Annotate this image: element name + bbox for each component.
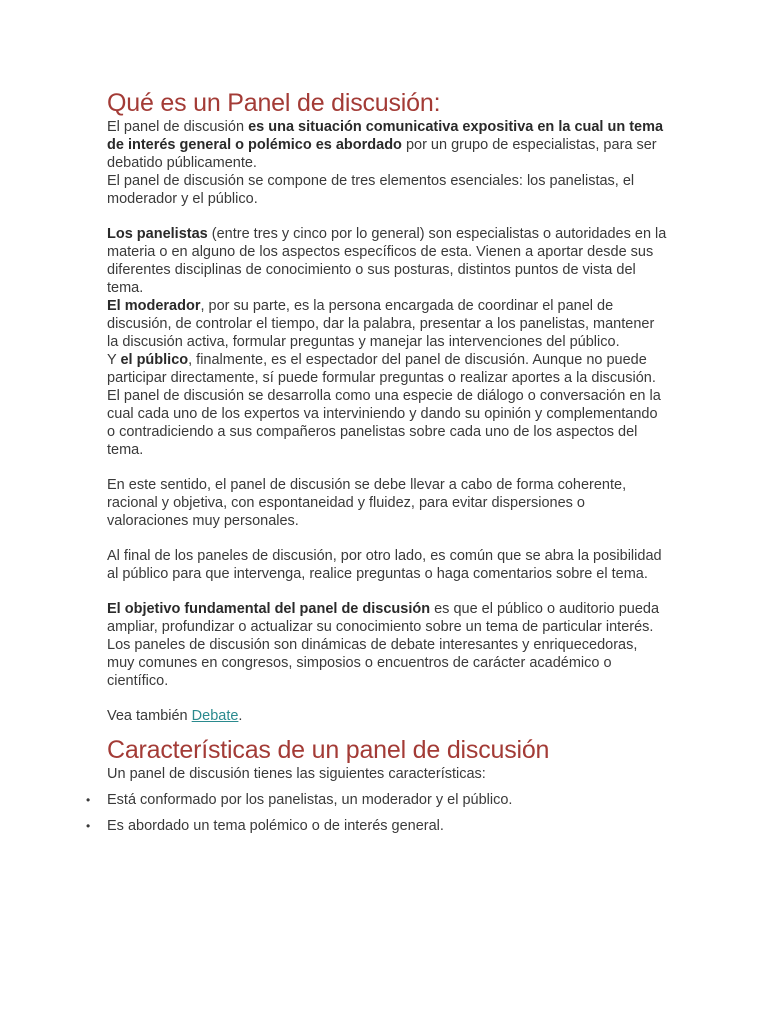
panelistas-label: Los panelistas bbox=[107, 226, 208, 242]
bullet-icon: • bbox=[86, 793, 91, 807]
section-title-que-es: Qué es un Panel de discusión: bbox=[107, 89, 441, 117]
moderador-label: El moderador bbox=[107, 298, 201, 314]
moderador-text: , por su parte, es la persona encargada de coordinar el panel de discusión, de controlar el tiempo, dar la palabra, presentar a los panelistas, mantener la discusión activa, formular preguntas y manejar las intervenciones del público. bbox=[107, 298, 655, 350]
list-item bbox=[86, 817, 667, 835]
moderador-paragraph bbox=[107, 297, 667, 351]
caracteristicas-list bbox=[86, 791, 667, 835]
objetivo-paragraph bbox=[107, 600, 667, 636]
intro-bold-definition: es una situación comunicativa expositiva en la cual un tema de interés general o polémico es abordado bbox=[107, 119, 664, 153]
publico-text: , finalmente, es el espectador del panel de discusión. Aunque no puede participar directamente, sí puede formular preguntas o realizar aportes a la discusión. bbox=[107, 352, 656, 386]
intro-rest: por un grupo de especialistas, para ser debatido públicamente. bbox=[107, 137, 657, 171]
vea-tambien-end: . bbox=[238, 708, 243, 724]
vea-tambien-paragraph bbox=[107, 707, 667, 725]
panelistas-paragraph bbox=[107, 225, 667, 297]
list-item bbox=[86, 791, 667, 809]
publico-paragraph bbox=[107, 351, 667, 387]
bullet-icon: • bbox=[86, 819, 91, 833]
objetivo-label: El objetivo fundamental del panel de discusión bbox=[107, 601, 431, 617]
dialogo-paragraph: El panel de discusión se desarrolla como una especie de diálogo o conversación en la cual cada uno de los expertos va interviniendo y dando su opinión y complementando o contradiciendo a sus compañeros panelistas sobre cada uno de los aspectos del tema. bbox=[107, 388, 661, 458]
article bbox=[86, 88, 667, 843]
section-title-caracteristicas: Características de un panel de discusión bbox=[107, 736, 550, 764]
vea-tambien-text: Vea también bbox=[107, 708, 192, 724]
objetivo-text: es que el público o auditorio pueda ampliar, profundizar o actualizar su conocimiento sobre un tema de particular interés. bbox=[107, 601, 660, 635]
list-item-text: Está conformado por los panelistas, un moderador y el público. bbox=[107, 792, 513, 808]
dinamicas-paragraph: Los paneles de discusión son dinámicas de debate interesantes y enriquecedoras, muy comunes en congresos, simposios o encuentros de carácter académico o científico. bbox=[107, 637, 638, 689]
publico-label: el público bbox=[120, 352, 189, 368]
sentido-paragraph: En este sentido, el panel de discusión se debe llevar a cabo de forma coherente, racional y objetiva, con espontaneidad y fluidez, para evitar dispersiones o valoraciones muy personales. bbox=[107, 477, 627, 529]
publico-pre: Y bbox=[107, 352, 121, 368]
final-paragraph: Al final de los paneles de discusión, por otro lado, es común que se abra la posibilidad al público para que intervenga, realice preguntas o haga comentarios sobre el tema. bbox=[107, 548, 662, 582]
elements-paragraph: El panel de discusión se compone de tres elementos esenciales: los panelistas, el moderador y el público. bbox=[107, 173, 635, 207]
caracteristicas-intro: Un panel de discusión tienes las siguientes características: bbox=[107, 766, 486, 782]
panelistas-text: (entre tres y cinco por lo general) son especialistas o autoridades en la materia o en alguno de los aspectos específicos de esta. Vienen a aportar desde sus diferentes disciplinas de conocimiento o sus posturas, distintos puntos de vista del tema. bbox=[107, 226, 667, 296]
list-item-text: Es abordado un tema polémico o de interés general. bbox=[107, 818, 444, 834]
intro-paragraph bbox=[107, 118, 667, 172]
intro-text: El panel de discusión bbox=[107, 119, 249, 135]
debate-link[interactable]: Debate bbox=[191, 708, 239, 724]
